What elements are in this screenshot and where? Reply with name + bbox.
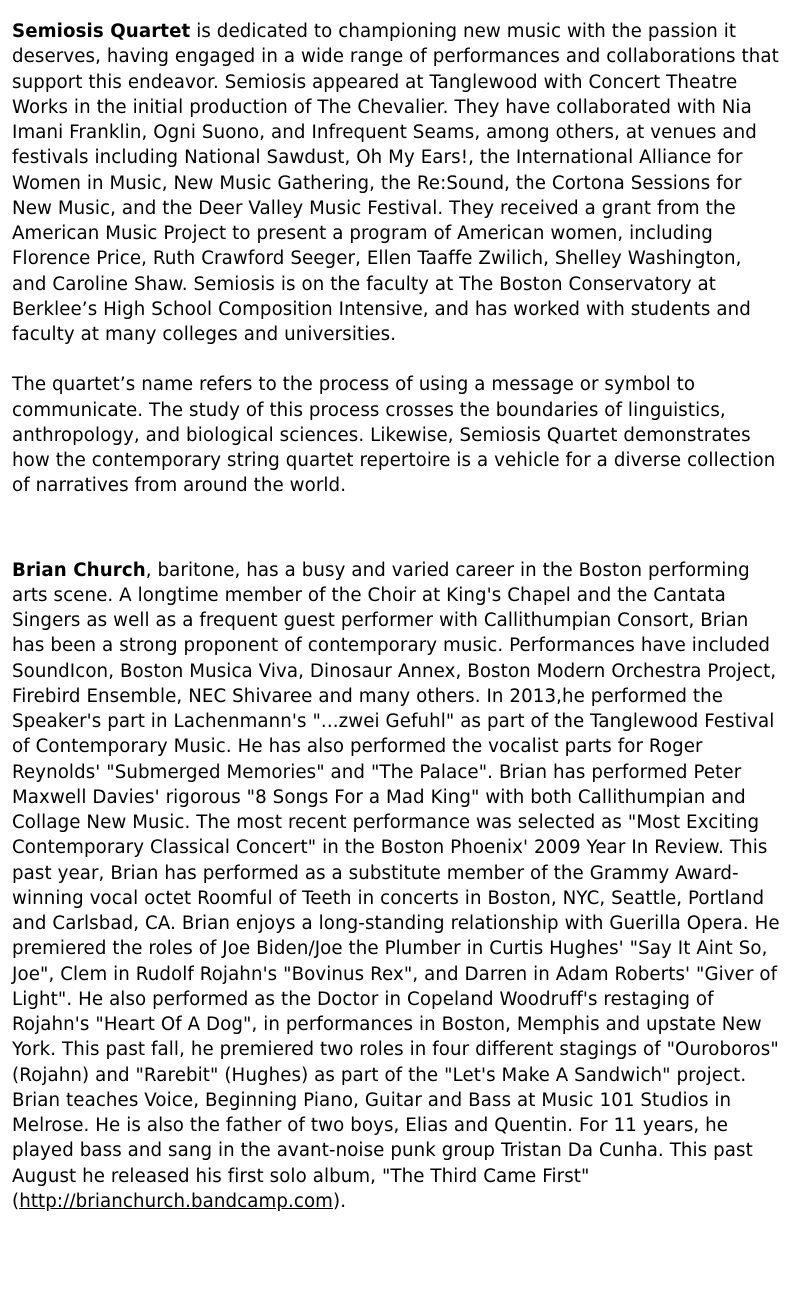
bandcamp-link[interactable]: http://brianchurch.bandcamp.com (19, 1190, 333, 1212)
semiosis-bio-paragraph (12, 19, 780, 347)
brian-bio-paragraph (12, 558, 780, 1215)
document-page (12, 19, 780, 1214)
brian-bio-text: , baritone, has a busy and varied career in the Boston performing arts scene. A longtime member of the Choir at King's Chapel and the Cantata Singers as well as a frequent guest performer with Callithumpian Consort, Brian has been a strong proponent of contemporary music. Performances have included SoundIcon, Boston Musica Viva, Dinosaur Annex, Boston Modern Orchestra Project, Firebird Ensemble, NEC Shivaree and many others. In 2013,he performed the Speaker's part in Lachenmann's "...zwei Gefuhl" as part of the Tanglewood Festival of Contemporary Music. He has also performed the vocalist parts for Roger Reynolds' "Submerged Memories" and "The Palace". Brian has performed Peter Maxwell Davies' rigorous "8 Songs For a Mad King" with both Callithumpian and Collage New Music. The most recent performance was selected as "Most Exciting Contemporary Classical Concert" in the Boston Phoenix' 2009 Year In Review. This past year, Brian has performed as a substitute member of the Grammy Award-winning vocal octet Roomful of Teeth in concerts in Boston, NYC, Seattle, Portland and Carlsbad, CA. Brian enjoys a long-standing relationship with Guerilla Opera. He premiered the roles of Joe Biden/Joe the Plumber in Curtis Hughes' "Say It Aint So, Joe", Clem in Rudolf Rojahn's "Bovinus Rex", and Darren in Adam Roberts' "Giver of Light". He also performed as the Doctor in Copeland Woodruff's restaging of Rojahn's "Heart Of A Dog", in performances in Boston, Memphis and upstate New York. This past fall, he premiered two roles in four different stagings of "Ouroboros" (Rojahn) and "Rarebit" (Hughes) as part of the "Let's Make A Sandwich" project. Brian teaches Voice, Beginning Piano, Guitar and Bass at Music 101 Studios in Melrose. He is also the father of two boys, Elias and Quentin. For 11 years, he played bass and sang in the avant-noise punk group Tristan Da Cunha. This past August he released his first solo album, "The Third Came First" ( (12, 559, 780, 1212)
semiosis-name: Semiosis Quartet (12, 21, 191, 42)
brian-bio-closing: ). (333, 1190, 347, 1212)
semiosis-name-paragraph: The quartet’s name refers to the process of using a message or symbol to communicate. The study of this process crosses the boundaries of linguistics, anthropology, and biological sciences. Likewise, Semiosis Quartet demonstrates how the contemporary string quartet repertoire is a vehicle for a diverse collection of narratives from around the world. (12, 374, 776, 497)
paragraph-spacer (12, 347, 780, 372)
brian-name: Brian Church (12, 559, 146, 581)
section-spacer (12, 499, 780, 558)
semiosis-bio-text: is dedicated to championing new music with the passion it deserves, having engaged in a wide range of performances and collaborations that support this endeavor. Semiosis appeared at Tanglewood with Concert Theatre Works in the initial production of The Chevalier. They have collaborated with Nia Imani Franklin, Ogni Suono, and Infrequent Seams, among others, at venues and festivals including National Sawdust, Oh My Ears!, the International Alliance for Women in Music, New Music Gathering, the Re:Sound, the Cortona Sessions for New Music, and the Deer Valley Music Festival. They received a grant from the American Music Project to present a program of American women, including Florence Price, Ruth Crawford Seeger, Ellen Taaffe Zwilich, Shelley Washington, and Caroline Shaw. Semiosis is on the faculty at The Boston Conservatory at Berklee’s High School Composition Intensive, and has worked with students and faculty at many colleges and universities. (12, 21, 779, 345)
